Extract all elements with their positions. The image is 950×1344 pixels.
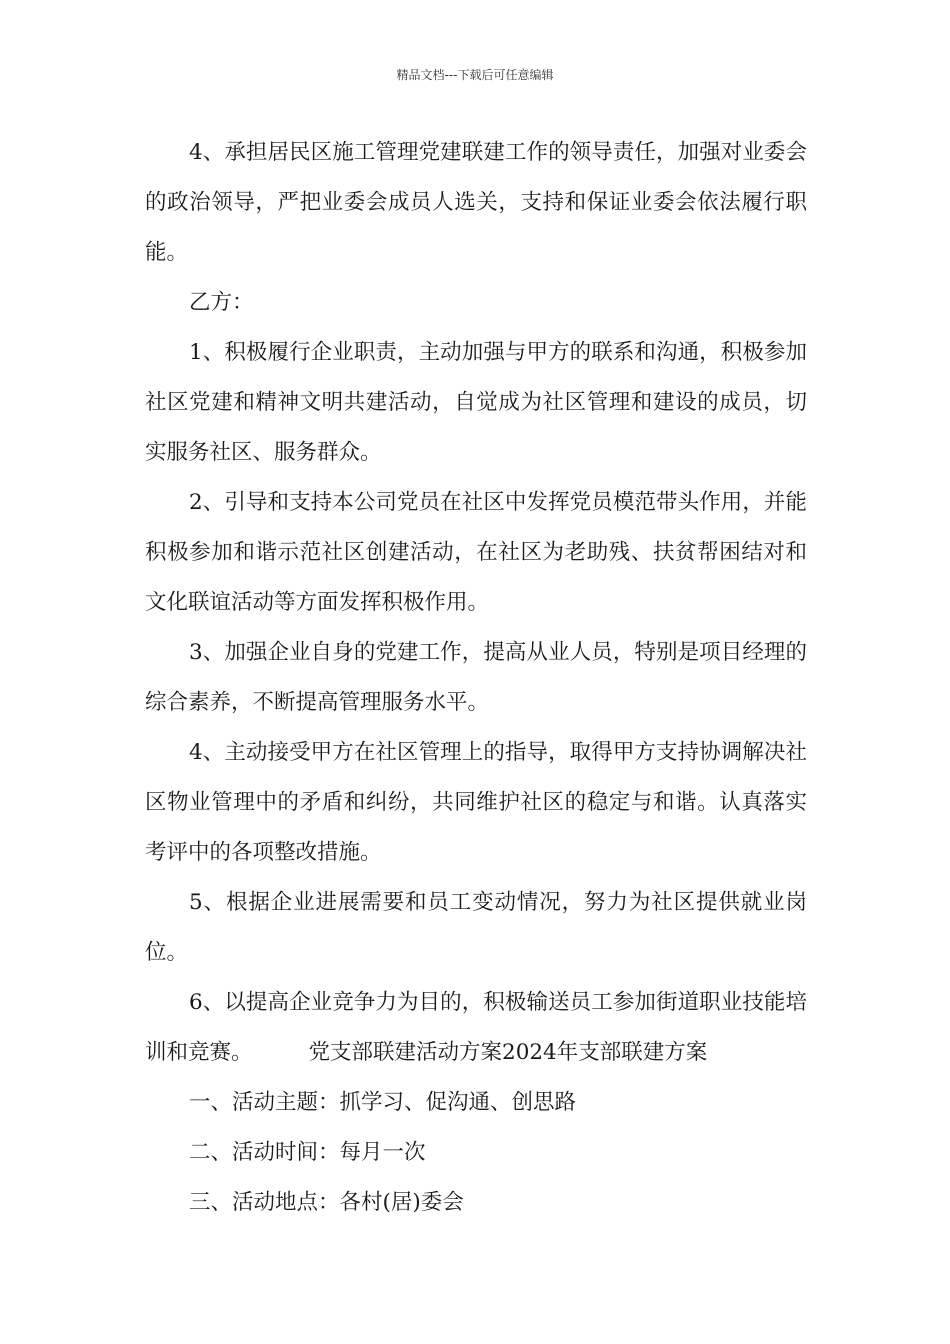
document-body — [145, 128, 807, 1228]
inline-plan-title: 党支部联建活动方案2024年支部联建方案 — [308, 1040, 708, 1065]
paragraph-party-b-6-text: 6、以提高企业竞争力为目的，积极输送员工参加街道职业技能培训和竞赛。 — [145, 990, 807, 1065]
item-time: 二、活动时间：每月一次 — [189, 1140, 426, 1165]
header-note: 精品文档---下载后可任意编辑 — [396, 68, 554, 82]
item-location: 三、活动地点：各村(居)委会 — [189, 1190, 464, 1215]
paragraph-party-b-6 — [145, 978, 807, 1078]
paragraph-party-b-4: 4、主动接受甲方在社区管理上的指导，取得甲方支持协调解决社区物业管理中的矛盾和纠纷，共同维护社区的稳定与和谐。认真落实考评中的各项整改措施。 — [145, 740, 807, 865]
paragraph-party-b-5: 5、根据企业进展需要和员工变动情况，努力为社区提供就业岗位。 — [145, 890, 807, 965]
party-b-heading: 乙方： — [189, 290, 254, 315]
paragraph-party-b-3: 3、加强企业自身的党建工作，提高从业人员，特别是项目经理的综合素养，不断提高管理服务水平。 — [145, 640, 807, 715]
paragraph-party-b-1: 1、积极履行企业职责，主动加强与甲方的联系和沟通，积极参加社区党建和精神文明共建活动，自觉成为社区管理和建设的成员，切实服务社区、服务群众。 — [145, 340, 807, 465]
paragraph-party-b-2: 2、引导和支持本公司党员在社区中发挥党员模范带头作用，并能积极参加和谐示范社区创建活动，在社区为老助残、扶贫帮困结对和文化联谊活动等方面发挥积极作用。 — [145, 490, 807, 615]
paragraph-party-a-4: 4、承担居民区施工管理党建联建工作的领导责任，加强对业委会的政治领导，严把业委会成员人选关，支持和保证业委会依法履行职能。 — [145, 140, 807, 265]
item-theme: 一、活动主题：抓学习、促沟通、创思路 — [189, 1090, 577, 1115]
